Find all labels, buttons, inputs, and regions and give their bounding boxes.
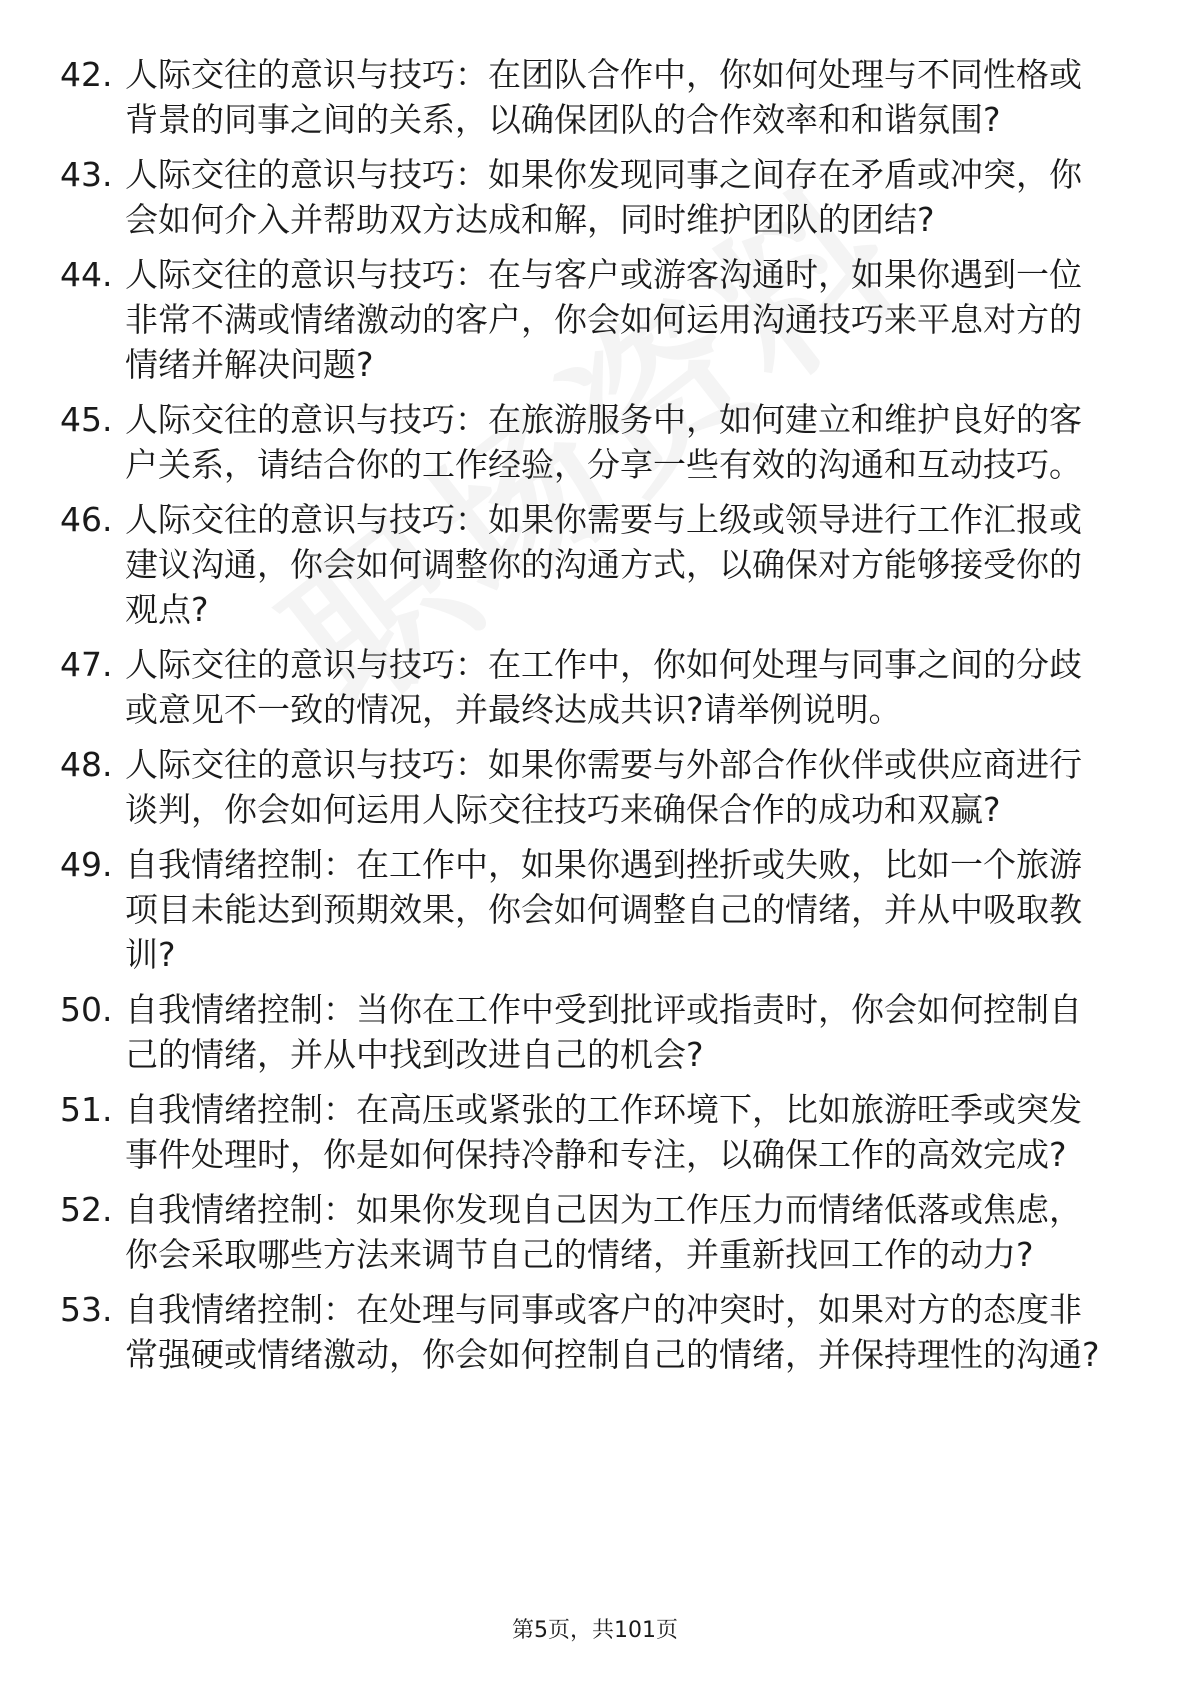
question-number: 45. [60, 400, 113, 439]
list-item [60, 842, 1110, 977]
question-text: 人际交往的意识与技巧：如果你需要与外部合作伙伴或供应商进行谈判，你会如何运用人际交往技巧来确保合作的成功和双赢? [125, 745, 1082, 829]
list-item [60, 1287, 1110, 1377]
list-item [60, 742, 1110, 832]
list-item [60, 642, 1110, 732]
list-item [60, 497, 1110, 632]
question-text: 人际交往的意识与技巧：如果你发现同事之间存在矛盾或冲突，你会如何介入并帮助双方达成和解，同时维护团队的团结? [125, 155, 1082, 239]
question-text: 自我情绪控制：当你在工作中受到批评或指责时，你会如何控制自己的情绪，并从中找到改进自己的机会? [125, 990, 1082, 1074]
list-item [60, 1087, 1110, 1177]
question-number: 46. [60, 500, 113, 539]
list-item [60, 152, 1110, 242]
list-item [60, 52, 1110, 142]
question-number: 43. [60, 155, 113, 194]
question-text: 人际交往的意识与技巧：如果你需要与上级或领导进行工作汇报或建议沟通，你会如何调整你的沟通方式，以确保对方能够接受你的观点? [125, 500, 1082, 629]
question-number: 53. [60, 1290, 113, 1329]
question-number: 44. [60, 255, 113, 294]
question-number: 42. [60, 55, 113, 94]
list-item [60, 397, 1110, 487]
question-text: 人际交往的意识与技巧：在与客户或游客沟通时，如果你遇到一位非常不满或情绪激动的客户，你会如何运用沟通技巧来平息对方的情绪并解决问题? [125, 255, 1082, 384]
question-number: 52. [60, 1190, 113, 1229]
question-number: 51. [60, 1090, 113, 1129]
question-text: 人际交往的意识与技巧：在工作中，你如何处理与同事之间的分歧或意见不一致的情况，并最终达成共识?请举例说明。 [125, 645, 1082, 729]
question-text: 人际交往的意识与技巧：在团队合作中，你如何处理与不同性格或背景的同事之间的关系，以确保团队的合作效率和和谐氛围? [125, 55, 1082, 139]
question-text: 自我情绪控制：在处理与同事或客户的冲突时，如果对方的态度非常强硬或情绪激动，你会如何控制自己的情绪，并保持理性的沟通? [125, 1290, 1100, 1374]
question-list [60, 52, 1110, 1387]
question-number: 47. [60, 645, 113, 684]
question-number: 48. [60, 745, 113, 784]
question-number: 49. [60, 845, 113, 884]
question-text: 人际交往的意识与技巧：在旅游服务中，如何建立和维护良好的客户关系，请结合你的工作经验，分享一些有效的沟通和互动技巧。 [125, 400, 1082, 484]
list-item [60, 1187, 1110, 1277]
question-text: 自我情绪控制：在工作中，如果你遇到挫折或失败，比如一个旅游项目未能达到预期效果，你会如何调整自己的情绪，并从中吸取教训? [125, 845, 1082, 974]
question-text: 自我情绪控制：如果你发现自己因为工作压力而情绪低落或焦虑，你会采取哪些方法来调节自己的情绪，并重新找回工作的动力? [125, 1190, 1082, 1274]
list-item [60, 252, 1110, 387]
page-footer: 第5页，共101页 [512, 1618, 678, 1643]
question-text: 自我情绪控制：在高压或紧张的工作环境下，比如旅游旺季或突发事件处理时，你是如何保持冷静和专注，以确保工作的高效完成? [125, 1090, 1082, 1174]
question-number: 50. [60, 990, 113, 1029]
list-item [60, 987, 1110, 1077]
